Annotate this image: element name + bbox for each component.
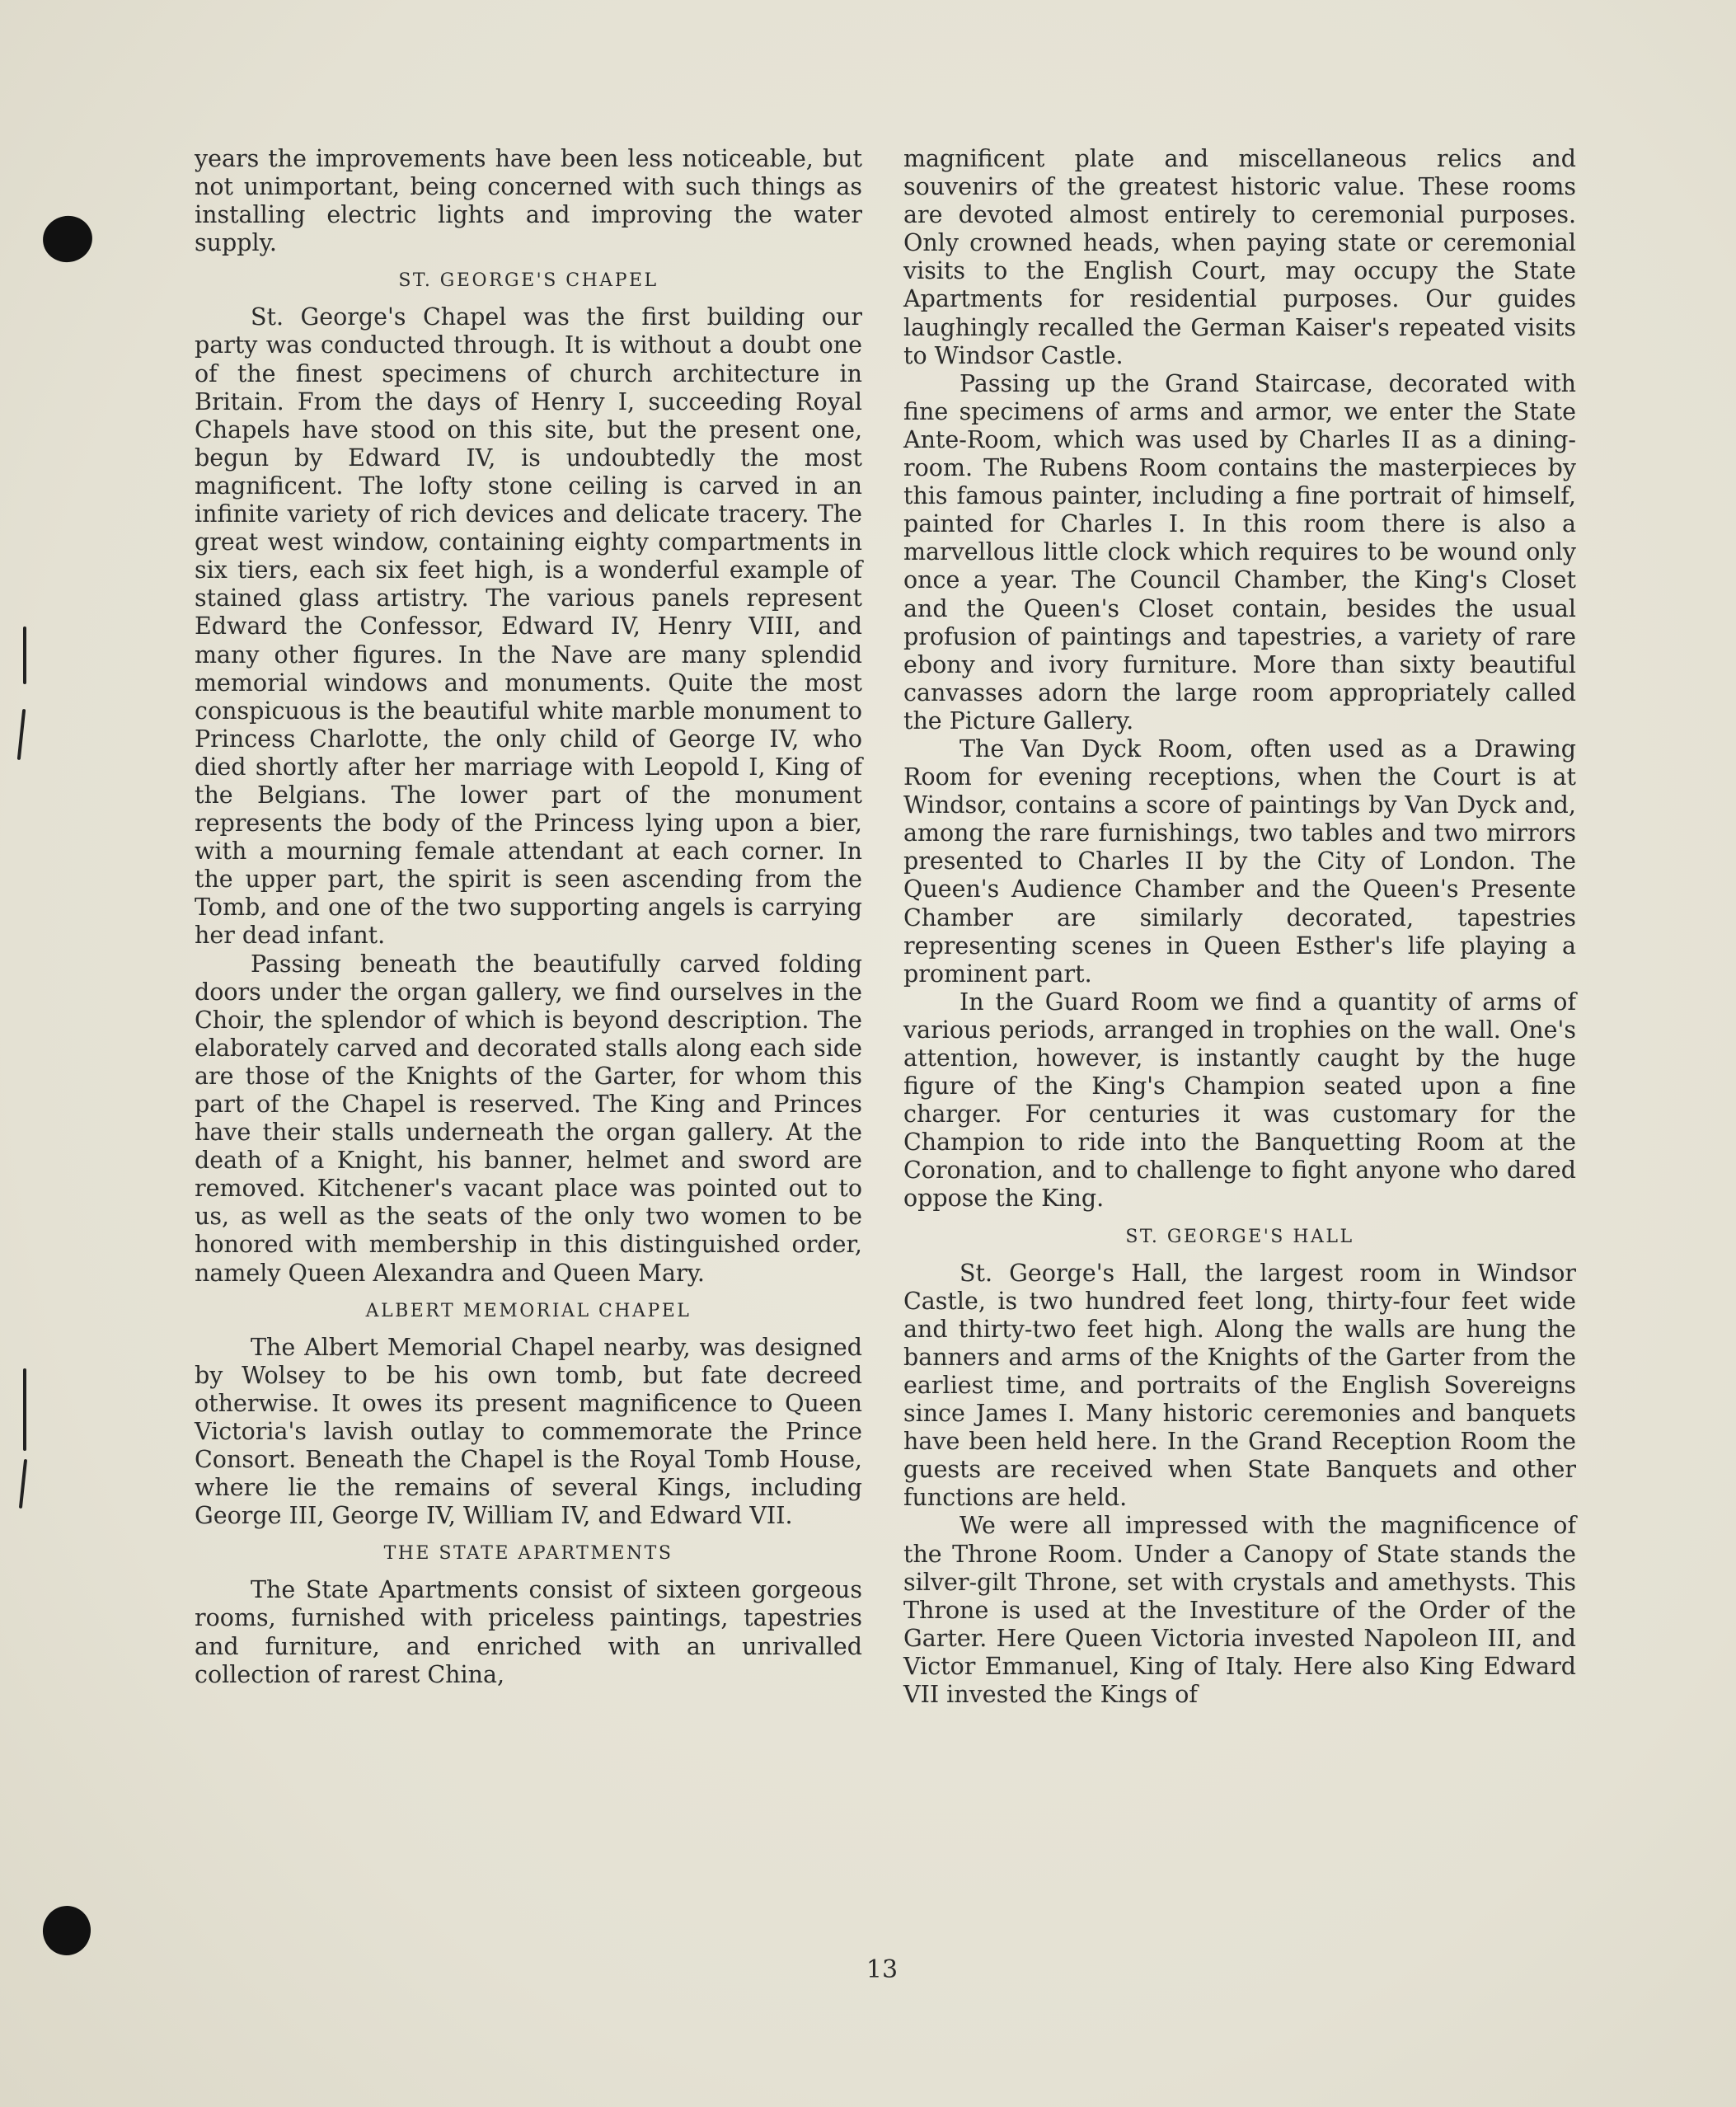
right-column: [903, 145, 1576, 1709]
staple-mark: [17, 709, 26, 760]
paragraph: St. George's Hall, the largest room in Windsor Castle, is two hundred feet long, thirty-four feet wide and thirty-two feet high. Along the walls are hung the banners and arms of the Knights of the Garter from the earliest time, and portraits of the English Sovereigns since James I. Many historic ceremonies and banquets have been held here. In the Grand Reception Room the guests are received when State Banquets and other functions are held.: [903, 1259, 1576, 1512]
page-number: 13: [866, 1955, 898, 1984]
paragraph: magnificent plate and miscellaneous relics and souvenirs of the greatest historic value. These rooms are devoted almost entirely to ceremonial purposes. Only crowned heads, when paying state or ceremonial visits to the English Court, may occupy the State Apartments for residential purposes. Our guides laughingly recalled the German Kaiser's repeated visits to Windsor Castle.: [903, 145, 1576, 369]
paragraph: We were all impressed with the magnificence of the Throne Room. Under a Canopy of State stands the silver-gilt Throne, set with crystals and amethysts. This Throne is used at the Investiture of the Order of the Garter. Here Queen Victoria invested Napoleon III, and Victor Emmanuel, King of Italy. Here also King Edward VII invested the Kings of: [903, 1512, 1576, 1708]
paragraph: Passing up the Grand Staircase, decorated with fine specimens of arms and armor, we enter the State Ante-Room, which was used by Charles II as a dining-room. The Rubens Room contains the masterpieces by this famous painter, including a fine portrait of himself, painted for Charles I. In this room there is also a marvellous little clock which requires to be wound only once a year. The Council Chamber, the King's Closet and the Queen's Closet contain, besides the usual profusion of paintings and tapestries, a variety of rare ebony and ivory furniture. More than sixty beautiful canvasses adorn the large room appropriately called the Picture Gallery.: [903, 369, 1576, 734]
section-heading: ST. GEORGE'S HALL: [1125, 1226, 1354, 1247]
staple-mark: [23, 1368, 26, 1451]
binder-hole: [39, 211, 96, 266]
paragraph: The Van Dyck Room, often used as a Drawing Room for evening receptions, when the Court is at Windsor, contains a score of paintings by Van Dyck and, among the rare furnishings, two tables and two mirrors presented to Charles II by the City of London. The Queen's Audience Chamber and the Queen's Presente Chamber are similarly decorated, tapestries representing scenes in Queen Esther's life playing a prominent part.: [903, 734, 1576, 988]
left-column: [195, 145, 862, 1689]
section-heading: ALBERT MEMORIAL CHAPEL: [365, 1300, 692, 1321]
paragraph: St. George's Chapel was the first building our party was conducted through. It is without a doubt one of the finest specimens of church architecture in Britain. From the days of Henry I, succeeding Royal Chapels have stood on this site, but the present one, begun by Edward IV, is undoubtedly the most magnificent. The lofty stone ceiling is carved in an infinite variety of rich devices and delicate tracery. The great west window, containing eighty compartments in six tiers, each six feet high, is a wonderful example of stained glass artistry. The various panels represent Edward the Confessor, Edward IV, Henry VIII, and many other figures. In the Nave are many splendid memorial windows and monuments. Quite the most conspicuous is the beautiful white marble monument to Princess Charlotte, the only child of George IV, who died shortly after her marriage with Leopold I, King of the Belgians. The lower part of the monument represents the body of the Princess lying upon a bier, with a mourning female attendant at each corner. In the upper part, the spirit is seen ascending from the Tomb, and one of the two supporting angels is carrying her dead infant.: [195, 303, 862, 950]
binder-hole: [39, 1902, 95, 1959]
staple-mark: [19, 1459, 27, 1509]
section-heading: THE STATE APARTMENTS: [383, 1543, 673, 1565]
paragraph: Passing beneath the beautifully carved folding doors under the organ gallery, we find ourselves in the Choir, the splendor of which is beyond description. The elaborately carved and decorated stalls along each side are those of the Knights of the Garter, for whom this part of the Chapel is reserved. The King and Princes have their stalls underneath the organ gallery. At the death of a Knight, his banner, helmet and sword are removed. Kitchener's vacant place was pointed out to us, as well as the seats of the only two women to be honored with membership in this distinguished order, namely Queen Alexandra and Queen Mary.: [195, 950, 862, 1287]
paragraph: In the Guard Room we find a quantity of arms of various periods, arranged in trophies on the wall. One's attention, however, is instantly caught by the huge figure of the King's Champion seated upon a fine charger. For centuries it was customary for the Champion to ride into the Banquetting Room at the Coronation, and to challenge to fight anyone who dared oppose the King.: [903, 988, 1576, 1213]
paragraph: years the improvements have been less noticeable, but not unimportant, being concerned with such things as installing electric lights and improving the water supply.: [195, 145, 862, 257]
staple-mark: [23, 626, 26, 684]
paragraph: The State Apartments consist of sixteen gorgeous rooms, furnished with priceless paintings, tapestries and furniture, and enriched with an unrivalled collection of rarest China,: [195, 1576, 862, 1688]
paragraph: The Albert Memorial Chapel nearby, was designed by Wolsey to be his own tomb, but fate decreed otherwise. It owes its present magnificence to Queen Victoria's lavish outlay to commemorate the Prince Consort. Beneath the Chapel is the Royal Tomb House, where lie the remains of several Kings, including George III, George IV, William IV, and Edward VII.: [195, 1333, 862, 1530]
section-heading: ST. GEORGE'S CHAPEL: [398, 270, 659, 292]
